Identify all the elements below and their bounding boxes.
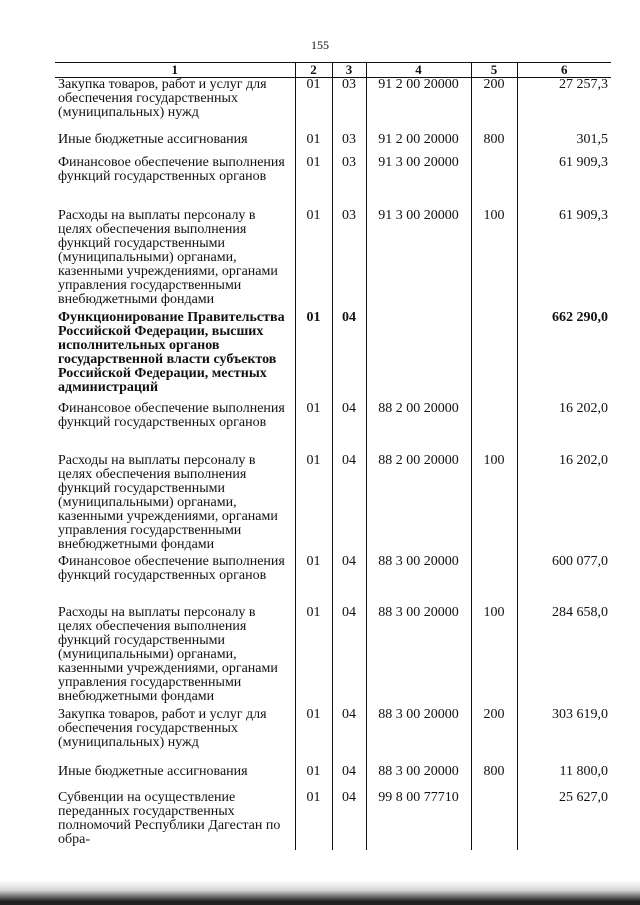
cell-target-article: 91 3 00 20000 [366,156,471,209]
cell-name: Финансовое обеспечение выполнения функций государственных органов [58,554,285,583]
cell-section: 01 [295,606,332,708]
cell-name: Расходы на выплаты персоналу в целях обеспечения выполнения функций государственными (муниципальными) органами, казенными учреждениями, органами управления государственными внебюджетными фондами [58,453,278,552]
cell-target-article: 88 3 00 20000 [366,765,471,791]
table-row [55,311,611,402]
cell-target-article: 88 3 00 20000 [366,606,471,708]
cell-subsection: 04 [332,791,366,850]
cell-target-article: 88 2 00 20000 [366,454,471,555]
table-row [55,209,611,311]
table-row [55,708,611,765]
cell-expense-type: 100 [471,606,517,708]
table-row [55,765,611,791]
cell-name: Закупка товаров, работ и услуг для обеспечения государственных (муниципальных) нужд [58,77,267,120]
cell-amount: 16 202,0 [517,454,611,555]
cell-expense-type: 200 [471,708,517,765]
cell-amount: 284 658,0 [517,606,611,708]
cell-subsection: 04 [332,454,366,555]
cell-expense-type: 100 [471,209,517,311]
cell-section: 01 [295,156,332,209]
cell-amount: 303 619,0 [517,708,611,765]
cell-subsection: 03 [332,78,366,134]
cell-expense-type: 100 [471,454,517,555]
cell-section: 01 [295,708,332,765]
header-col-3: 3 [332,63,366,78]
cell-expense-type [471,156,517,209]
cell-target-article: 88 2 00 20000 [366,402,471,454]
header-col-2: 2 [295,63,332,78]
cell-expense-type [471,555,517,606]
table-row [55,791,611,850]
cell-subsection: 03 [332,209,366,311]
page-number: 155 [311,38,329,52]
cell-amount: 11 800,0 [517,765,611,791]
cell-subsection: 03 [332,133,366,156]
cell-section: 01 [295,133,332,156]
cell-amount: 600 077,0 [517,555,611,606]
cell-amount: 61 909,3 [517,156,611,209]
header-col-6: 6 [517,63,611,78]
header-col-1: 1 [55,63,295,78]
cell-expense-type: 800 [471,133,517,156]
cell-amount: 25 627,0 [517,791,611,850]
table-row [55,156,611,209]
cell-subsection: 04 [332,708,366,765]
cell-name: Субвенции на осуществление переданных государственных полномочий Республики Дагестан по обра- [58,790,281,847]
cell-name: Закупка товаров, работ и услуг для обеспечения государственных (муниципальных) нужд [58,707,267,750]
table-row [55,555,611,606]
cell-subsection: 04 [332,555,366,606]
cell-subsection: 04 [332,402,366,454]
cell-amount: 27 257,3 [517,78,611,134]
budget-table [55,62,611,850]
cell-amount: 16 202,0 [517,402,611,454]
cell-expense-type [471,402,517,454]
table-row [55,78,611,134]
header-col-5: 5 [471,63,517,78]
cell-name: Иные бюджетные ассигнования [58,764,248,779]
cell-target-article: 91 2 00 20000 [366,78,471,134]
cell-name: Иные бюджетные ассигнования [58,132,248,147]
cell-name: Финансовое обеспечение выполнения функций государственных органов [58,401,285,430]
cell-amount: 61 909,3 [517,209,611,311]
cell-target-article: 91 3 00 20000 [366,209,471,311]
cell-expense-type: 200 [471,78,517,134]
header-row [55,63,611,78]
cell-section: 01 [295,454,332,555]
cell-target-article [366,311,471,402]
cell-subsection: 04 [332,606,366,708]
header-col-4: 4 [366,63,471,78]
cell-target-article: 88 3 00 20000 [366,555,471,606]
cell-target-article: 91 2 00 20000 [366,133,471,156]
table-row [55,606,611,708]
cell-section: 01 [295,765,332,791]
cell-expense-type [471,311,517,402]
cell-target-article: 99 8 00 77710 [366,791,471,850]
cell-expense-type [471,791,517,850]
cell-subsection: 04 [332,311,366,402]
table-row [55,454,611,555]
cell-target-article: 88 3 00 20000 [366,708,471,765]
cell-amount: 301,5 [517,133,611,156]
cell-section: 01 [295,78,332,134]
cell-subsection: 04 [332,765,366,791]
cell-section: 01 [295,209,332,311]
cell-subsection: 03 [332,156,366,209]
cell-expense-type: 800 [471,765,517,791]
cell-section: 01 [295,791,332,850]
cell-name: Функционирование Правительства Российской Федерации, высших исполнительных органов государственной власти субъектов Российской Федерации, местных администраций [58,310,285,395]
cell-section: 01 [295,555,332,606]
table-row [55,402,611,454]
cell-section: 01 [295,311,332,402]
scan-edge [0,880,640,905]
table-row [55,133,611,156]
cell-amount: 662 290,0 [517,311,611,402]
cell-name: Расходы на выплаты персоналу в целях обеспечения выполнения функций государственными (муниципальными) органами, казенными учреждениями, органами управления государственными внебюджетными фондами [58,605,278,704]
cell-name: Финансовое обеспечение выполнения функций государственных органов [58,155,285,184]
cell-section: 01 [295,402,332,454]
cell-name: Расходы на выплаты персоналу в целях обеспечения выполнения функций государственными (муниципальными) органами, казенными учреждениями, органами управления государственными внебюджетными фондами [58,208,278,307]
